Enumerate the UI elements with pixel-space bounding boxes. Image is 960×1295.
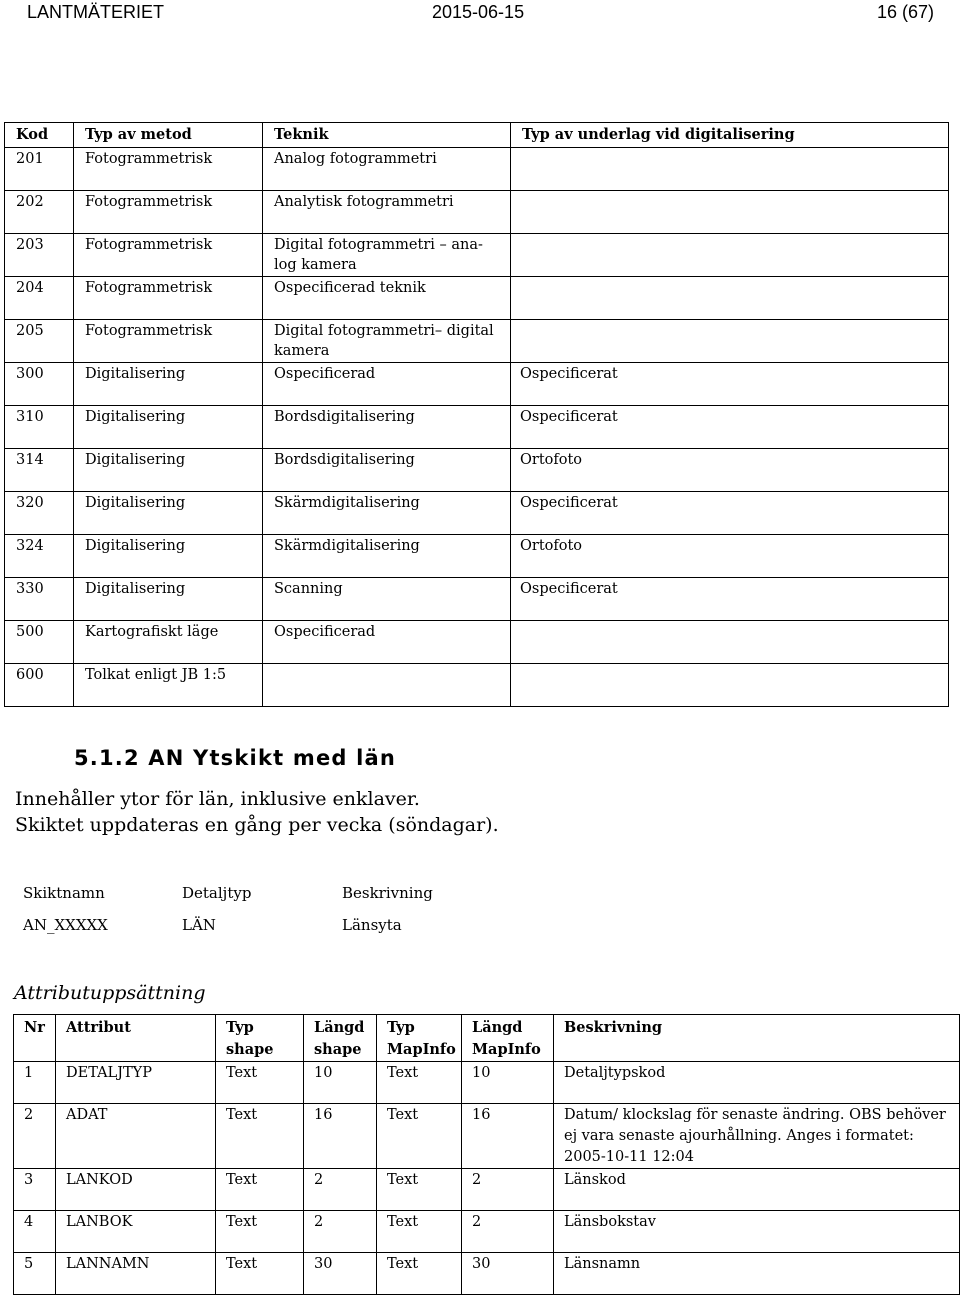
table-cell: Skärmdigitalisering — [263, 492, 511, 535]
table-cell: Digital fotogrammetri– digital kamera — [263, 320, 511, 363]
table-cell: Ospecificerad teknik — [263, 277, 511, 320]
table-cell: Analytisk fotogrammetri — [263, 191, 511, 234]
column-header: Beskrivning — [554, 1015, 960, 1062]
table-cell: Tolkat enligt JB 1:5 — [74, 664, 263, 707]
table-cell: 5 — [14, 1253, 56, 1295]
table-cell: 16 — [462, 1104, 554, 1169]
table-cell: Ospecificerad — [263, 621, 511, 664]
attributes-table — [13, 1014, 960, 1295]
table-cell: Detaljtypskod — [554, 1062, 960, 1104]
column-header: Typ av underlag vid digitalisering — [511, 123, 949, 148]
table-cell: 2 — [304, 1169, 377, 1211]
layer-header-detail: Detaljtyp — [182, 884, 252, 902]
table-cell: Länsbokstav — [554, 1211, 960, 1253]
table-row — [5, 621, 949, 664]
table-cell: Ortofoto — [511, 449, 949, 492]
table-cell: 10 — [462, 1062, 554, 1104]
description-line: Innehåller ytor för län, inklusive enklaver. — [15, 788, 420, 810]
table-cell: Digital fotogrammetri – ana- log kamera — [263, 234, 511, 277]
table-cell: 324 — [5, 535, 74, 578]
layer-header-description: Beskrivning — [342, 884, 433, 902]
table-cell — [511, 234, 949, 277]
column-header: Teknik — [263, 123, 511, 148]
table-cell: Länskod — [554, 1169, 960, 1211]
table-cell: Kartografiskt läge — [74, 621, 263, 664]
table-cell — [511, 191, 949, 234]
table-cell: 2 — [462, 1211, 554, 1253]
table-cell: Text — [377, 1104, 462, 1169]
column-header: Kod — [5, 123, 74, 148]
table-cell: Digitalisering — [74, 578, 263, 621]
table-cell: 201 — [5, 148, 74, 191]
table-cell: LANBOK — [56, 1211, 216, 1253]
table-cell: Digitalisering — [74, 406, 263, 449]
table-cell: Text — [377, 1253, 462, 1295]
attributes-title: Attributuppsättning — [14, 982, 206, 1004]
table-header-row — [14, 1015, 960, 1062]
table-cell: Fotogrammetrisk — [74, 148, 263, 191]
table-cell: 203 — [5, 234, 74, 277]
table-cell: Digitalisering — [74, 492, 263, 535]
table-cell: Bordsdigitalisering — [263, 406, 511, 449]
table-cell: Datum/ klockslag för senaste ändring. OBS behöver ej vara senaste ajourhållning. Anges i formatet: 2005-10-11 12:04 — [554, 1104, 960, 1169]
table-row — [14, 1253, 960, 1295]
document-date: 2015-06-15 — [432, 2, 525, 22]
table-cell: Text — [216, 1104, 304, 1169]
table-cell: 10 — [304, 1062, 377, 1104]
table-row — [5, 320, 949, 363]
method-codes-table — [4, 122, 949, 707]
table-row — [5, 363, 949, 406]
column-header: Typ MapInfo — [377, 1015, 462, 1062]
table-cell: Fotogrammetrisk — [74, 320, 263, 363]
table-cell: 16 — [304, 1104, 377, 1169]
table-cell: Digitalisering — [74, 449, 263, 492]
table-cell: 500 — [5, 621, 74, 664]
table-cell: Ospecificerat — [511, 578, 949, 621]
table-cell: Ospecificerad — [263, 363, 511, 406]
table-cell: Digitalisering — [74, 535, 263, 578]
layer-description: Länsyta — [342, 916, 402, 934]
description-line: Skiktet uppdateras en gång per vecka (söndagar). — [15, 814, 499, 836]
table-cell: 330 — [5, 578, 74, 621]
table-row — [14, 1104, 960, 1169]
table-row — [5, 277, 949, 320]
section-description — [15, 786, 935, 838]
table-cell — [511, 320, 949, 363]
table-row — [5, 578, 949, 621]
organization-name: LANTMÄTERIET — [27, 2, 165, 22]
table-cell: Scanning — [263, 578, 511, 621]
table-cell: Bordsdigitalisering — [263, 449, 511, 492]
table-cell: 600 — [5, 664, 74, 707]
column-header: Nr — [14, 1015, 56, 1062]
table-row — [5, 191, 949, 234]
table-cell: 4 — [14, 1211, 56, 1253]
table-cell: Fotogrammetrisk — [74, 234, 263, 277]
page-header — [0, 0, 960, 26]
table-cell — [511, 621, 949, 664]
table-cell: 202 — [5, 191, 74, 234]
table-cell: Analog fotogrammetri — [263, 148, 511, 191]
column-header: Längd MapInfo — [462, 1015, 554, 1062]
table-cell: 1 — [14, 1062, 56, 1104]
table-row — [14, 1062, 960, 1104]
table-cell: DETALJTYP — [56, 1062, 216, 1104]
table-cell: 300 — [5, 363, 74, 406]
section-heading: 5.1.2 AN Ytskikt med län — [74, 746, 397, 770]
layer-detail-type: LÄN — [182, 916, 216, 934]
table-row — [14, 1211, 960, 1253]
table-cell: 320 — [5, 492, 74, 535]
table-row — [14, 1169, 960, 1211]
table-cell — [263, 664, 511, 707]
table-cell — [511, 148, 949, 191]
table-row — [5, 449, 949, 492]
table-cell: 314 — [5, 449, 74, 492]
table-cell: 2 — [14, 1104, 56, 1169]
table-cell: Text — [377, 1211, 462, 1253]
table-cell — [511, 277, 949, 320]
table-row — [5, 234, 949, 277]
table-cell: 205 — [5, 320, 74, 363]
table-cell: Ospecificerat — [511, 406, 949, 449]
table-header-row — [5, 123, 949, 148]
table-cell: LANKOD — [56, 1169, 216, 1211]
table-cell: 204 — [5, 277, 74, 320]
table-cell: 3 — [14, 1169, 56, 1211]
column-header: Attribut — [56, 1015, 216, 1062]
table-cell: Text — [216, 1211, 304, 1253]
table-cell: Text — [377, 1062, 462, 1104]
layer-name: AN_XXXXX — [23, 916, 108, 934]
table-cell: Ospecificerat — [511, 492, 949, 535]
table-cell: Digitalisering — [74, 363, 263, 406]
table-cell: ADAT — [56, 1104, 216, 1169]
table-cell: Text — [377, 1169, 462, 1211]
table-cell: Ospecificerat — [511, 363, 949, 406]
table-cell: Text — [216, 1062, 304, 1104]
table-row — [5, 406, 949, 449]
table-row — [5, 492, 949, 535]
table-cell: 30 — [304, 1253, 377, 1295]
table-cell: Text — [216, 1169, 304, 1211]
column-header: Typ av metod — [74, 123, 263, 148]
table-cell: 2 — [304, 1211, 377, 1253]
table-cell: 30 — [462, 1253, 554, 1295]
table-cell: LANNAMN — [56, 1253, 216, 1295]
column-header: Längd shape — [304, 1015, 377, 1062]
layer-header-name: Skiktnamn — [23, 884, 105, 902]
table-cell: Fotogrammetrisk — [74, 277, 263, 320]
table-row — [5, 148, 949, 191]
table-row — [5, 535, 949, 578]
table-cell: Skärmdigitalisering — [263, 535, 511, 578]
column-header: Typ shape — [216, 1015, 304, 1062]
table-cell: Ortofoto — [511, 535, 949, 578]
table-row — [5, 664, 949, 707]
table-cell: Länsnamn — [554, 1253, 960, 1295]
table-cell: Fotogrammetrisk — [74, 191, 263, 234]
page-number: 16 (67) — [876, 2, 934, 22]
table-cell: 310 — [5, 406, 74, 449]
table-cell — [511, 664, 949, 707]
table-cell: 2 — [462, 1169, 554, 1211]
table-cell: Text — [216, 1253, 304, 1295]
